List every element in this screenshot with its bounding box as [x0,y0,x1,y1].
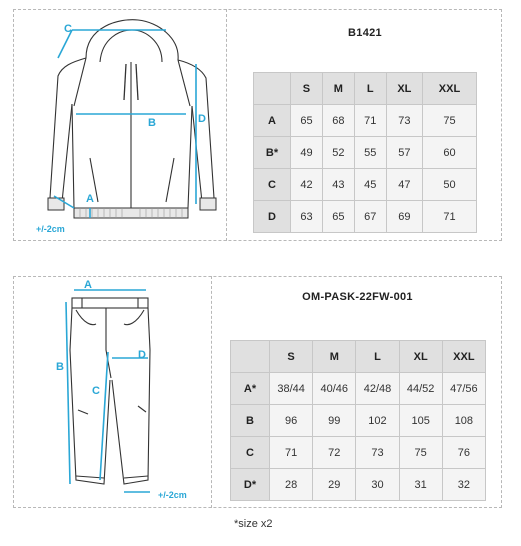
measure-value-cell: 71 [270,437,313,469]
measure-value-cell: 102 [356,405,399,437]
measure-value-cell: 76 [442,437,485,469]
hoodie-measure-b-letter: B [148,117,156,129]
size-header-cell: L [354,73,386,105]
measure-value-cell: 71 [354,105,386,137]
table-row [231,373,486,405]
size-header-cell: S [291,73,323,105]
hoodie-measure-a-letter: A [86,193,94,205]
measure-value-cell: 28 [270,469,313,501]
hoodie-measure-d-letter: D [198,113,206,125]
measure-label-cell: A* [231,373,270,405]
table-row [231,405,486,437]
measure-value-cell: 47 [386,169,422,201]
measure-value-cell: 52 [322,137,354,169]
measure-value-cell: 69 [386,201,422,233]
measure-value-cell: 47/56 [442,373,485,405]
measure-value-cell: 99 [313,405,356,437]
table-row [231,469,486,501]
pants-measure-b-letter: B [56,361,64,373]
measure-value-cell: 30 [356,469,399,501]
pants-measure-d-letter: D [138,349,146,361]
hoodie-illustration [28,18,224,240]
measure-value-cell: 73 [386,105,422,137]
pants-panel-divider [211,276,212,508]
table-row [231,437,486,469]
size-header-cell: L [356,341,399,373]
size-header-cell: M [322,73,354,105]
measure-value-cell: 63 [291,201,323,233]
hoodie-measure-c-letter: C [64,23,72,35]
measure-label-cell: A [254,105,291,137]
hoodie-size-table [253,72,477,233]
measure-value-cell: 31 [399,469,442,501]
measure-value-cell: 65 [291,105,323,137]
measure-value-cell: 67 [354,201,386,233]
pants-tolerance: +/-2cm [158,490,187,500]
measure-value-cell: 43 [322,169,354,201]
measure-value-cell: 73 [356,437,399,469]
pants-size-table [230,340,486,501]
measure-value-cell: 49 [291,137,323,169]
measure-label-cell: B [231,405,270,437]
measure-value-cell: 71 [423,201,477,233]
measure-value-cell: 44/52 [399,373,442,405]
size-header-cell: XXL [423,73,477,105]
pants-measure-c-letter: C [92,385,100,397]
measure-value-cell: 68 [322,105,354,137]
measure-value-cell: 50 [423,169,477,201]
measure-value-cell: 60 [423,137,477,169]
measure-value-cell: 32 [442,469,485,501]
table-row [254,201,477,233]
measure-value-cell: 55 [354,137,386,169]
table-row [254,169,477,201]
measure-value-cell: 96 [270,405,313,437]
table-row [254,105,477,137]
measure-label-cell: D [254,201,291,233]
measure-value-cell: 75 [399,437,442,469]
size-header-cell: M [313,341,356,373]
pants-product-code: OM-PASK-22FW-001 [302,291,413,303]
hoodie-panel-divider [226,9,227,241]
measure-value-cell: 40/46 [313,373,356,405]
measure-value-cell: 75 [423,105,477,137]
pants-illustration [30,280,208,505]
table-corner-cell [231,341,270,373]
size-header-cell: S [270,341,313,373]
measure-value-cell: 108 [442,405,485,437]
measure-label-cell: C [254,169,291,201]
table-row [254,137,477,169]
measure-value-cell: 105 [399,405,442,437]
size-header-cell: XXL [442,341,485,373]
size-header-cell: XL [399,341,442,373]
pants-measure-a-letter: A [84,280,92,291]
measure-label-cell: D* [231,469,270,501]
measure-value-cell: 57 [386,137,422,169]
measure-value-cell: 38/44 [270,373,313,405]
measure-value-cell: 65 [322,201,354,233]
measure-value-cell: 42/48 [356,373,399,405]
measure-value-cell: 42 [291,169,323,201]
size-footnote: *size x2 [234,518,273,530]
measure-label-cell: C [231,437,270,469]
table-corner-cell [254,73,291,105]
measure-label-cell: B* [254,137,291,169]
measure-value-cell: 29 [313,469,356,501]
measure-value-cell: 45 [354,169,386,201]
size-header-cell: XL [386,73,422,105]
measure-value-cell: 72 [313,437,356,469]
hoodie-product-code: B1421 [348,27,382,39]
hoodie-tolerance: +/-2cm [36,224,65,234]
